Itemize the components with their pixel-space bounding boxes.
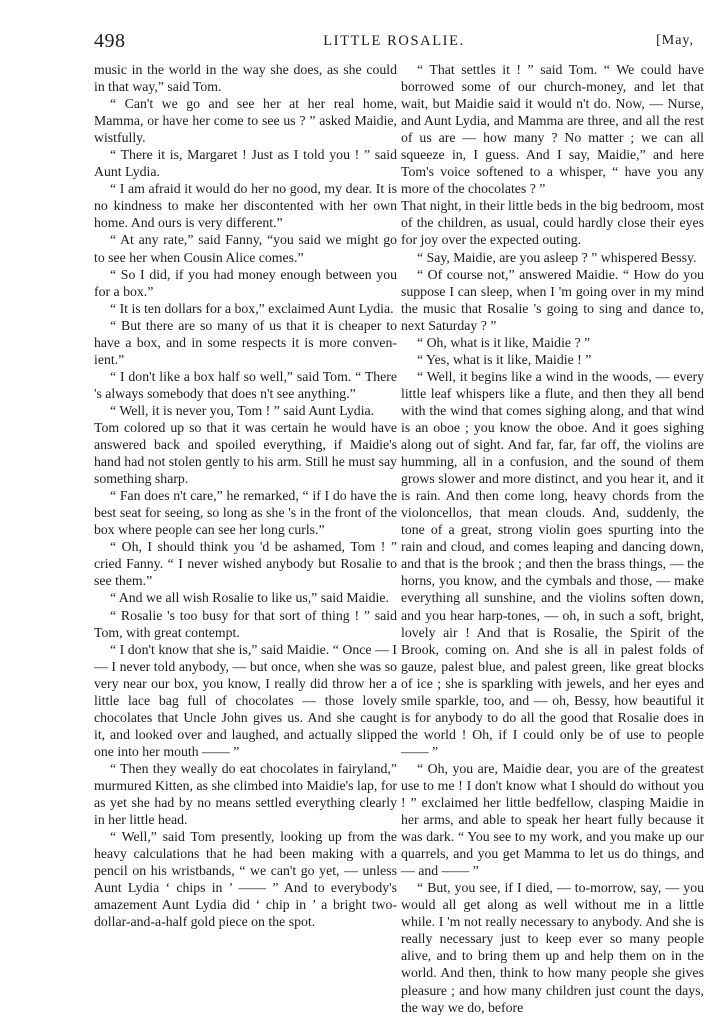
paragraph: “ Well, it is never you, Tom ! ” said Aunt Lydia.	[110, 402, 375, 418]
paragraph: “ But, you see, if I died, — to-morrow, say, — you would all get along as well without me in a little while. I 'm not really necessary to anybody. And she is really necessary just to keep ever so many people alive, and to bring them up and help them on in the world. And then, think to how many people she gives pleasure ; and how many children just count the days, the way we do, before	[401, 880, 704, 1015]
paragraph: “ Oh, what is it like, Maidie ? ”	[417, 334, 591, 350]
page-number: 498	[94, 30, 126, 52]
paragraph: music in the world in the way she does, as she could in that way,” said Tom.	[94, 62, 397, 95]
running-month: [May,	[656, 33, 694, 48]
paragraph: “ I don't like a box half so well,” said Tom. “ There 's always somebody that does n't see anything.”	[94, 368, 397, 401]
right-column	[401, 61, 704, 1015]
paragraph: “ I don't know that she is,” said Maidie. “ Once — I — I never told anybody, — but once, when she was so very near our box, you know, I really did throw her a little lace bag full of chocolates — those lovely chocolates that Uncle John gives us. And she caught it, and looked over and laughed, and actually slipped one into her mouth —— ”	[94, 641, 397, 759]
paragraph: “ So I did, if you had money enough between you for a box.”	[94, 266, 397, 299]
paragraph: “ There it is, Margaret ! Just as I told you ! ” said Aunt Lydia.	[94, 147, 397, 180]
paragraph: “ Then they weally do eat chocolates in fairyland,” murmured Kitten, as she climbed into Maidie's lap, for as yet she had by no means settled everything clearly in her little head.	[94, 760, 397, 828]
paragraph: “ Say, Maidie, are you asleep ? ” whispered Bessy.	[417, 249, 697, 265]
paragraph: “ At any rate,” said Fanny, “you said we might go to see her when Cousin Alice comes.”	[94, 232, 397, 265]
paragraph: “ And we all wish Rosalie to like us,” said Maidie.	[110, 590, 389, 606]
paragraph: “ Well, it begins like a wind in the woods, — every little leaf whispers like a flute, and then they all bend with the wind that comes sighing along, and that wind is an oboe ; you know the oboe. And it goes sighing along out of sight. And far, far, far off, the violins are humming, all in a confusion, and the sound of them grows slower and more distinct, and you hear it, and it is rain. And then come long, heavy chords from the violoncellos, that mean clouds. And, suddenly, the tone of a great, strong violin goes spurting into the rain and cloud, and comes leaping and dancing down, and that is the brook ; and then the brass things, — the horns, you know, and the cymbals and those, — make everything all sunshine, and the violins soften down, and you hear harp-tones, — oh, in such a soft, bright, lovely air ! And that is Rosalie, the Spirit of the Brook, coming on. And she is all in palest folds of gauze, palest blue, and palest green, like great blocks of ice ; she is sparkling with jewels, and her eyes and smile sparkle, too, and — oh, Bessy, how beautiful it is for anybody to do all the good that Rosalie does in the world ! Oh, if I could only be of use to people —— ”	[401, 368, 704, 759]
paragraph: “ Rosalie 's too busy for that sort of thing ! ” said Tom, with great contempt.	[94, 607, 397, 640]
paragraph: “ Yes, what is it like, Maidie ! ”	[417, 351, 592, 367]
paragraph: Tom colored up so that it was certain he would have answered back and spoiled everything, if Maidie's hand had not stolen gently to his arm. Still he must say something sharp.	[94, 419, 397, 487]
paragraph: “ But there are so many of us that it is cheaper to have a box, and in some respects it is more convenient.”	[94, 317, 397, 367]
running-header	[94, 30, 694, 54]
paragraph: “ It is ten dollars for a box,” exclaimed Aunt Lydia.	[110, 300, 394, 316]
paragraph: “ I am afraid it would do her no good, my dear. It is no kindness to make her discontented with her own home. And ours is very different.”	[94, 181, 397, 231]
running-title: LITTLE ROSALIE.	[323, 33, 465, 49]
paragraph: “ Oh, you are, Maidie dear, you are of the greatest use to me ! I don't know what I should do without you ! ” exclaimed her little bedfellow, clasping Maidie in her arms, and able to speak her heart fully because it was dark. “ You see to my work, and you make up our quarrels, and you get Mamma to let us do things, and — and —— ”	[401, 760, 704, 879]
left-column	[94, 61, 397, 991]
paragraph: “ Fan does n't care,” he remarked, “ if I do have the best seat for seeing, so long as she 's in the front of the box where people can see her long curls.”	[94, 488, 397, 538]
paragraph: “ Of course not,” answered Maidie. “ How do you suppose I can sleep, when I 'm going over in my mind the music that Rosalie 's going to sing and dance to, next Saturday ? ”	[401, 266, 704, 333]
paragraph: “ Well,” said Tom presently, looking up from the heavy calculations that he had been making with a pencil on his wristbands, “ we can't go yet, — unless Aunt Lydia ‘ chips in ’ —— ” And to everybody's amazement Aunt Lydia did ‘ chip in ’ a bright two-dollar-and-a-half gold piece on the spot.	[94, 829, 397, 930]
paragraph: “ Oh, I should think you 'd be ashamed, Tom ! ” cried Fanny. “ I never wished anybody but Rosalie to see them.”	[94, 539, 397, 589]
paragraph: “ That settles it ! ” said Tom. “ We could have borrowed some of our church-money, and let that wait, but Maidie said it would n't do. Now, — Nurse, and Aunt Lydia, and Mamma are three, and all the rest of us are — how many ? No matter ; we can all squeeze in, I guess. And I say, Maidie,” and here Tom's voice softened to a whisper, “ have you any more of the chocolates ? ”	[401, 62, 704, 197]
paragraph: That night, in their little beds in the big bedroom, most of the children, as usual, could hardly close their eyes for joy over the expected outing.	[401, 198, 704, 248]
paragraph: “ Can't we go and see her at her real home, Mamma, or have her come to see us ? ” asked Maidie, wistfully.	[94, 96, 397, 146]
